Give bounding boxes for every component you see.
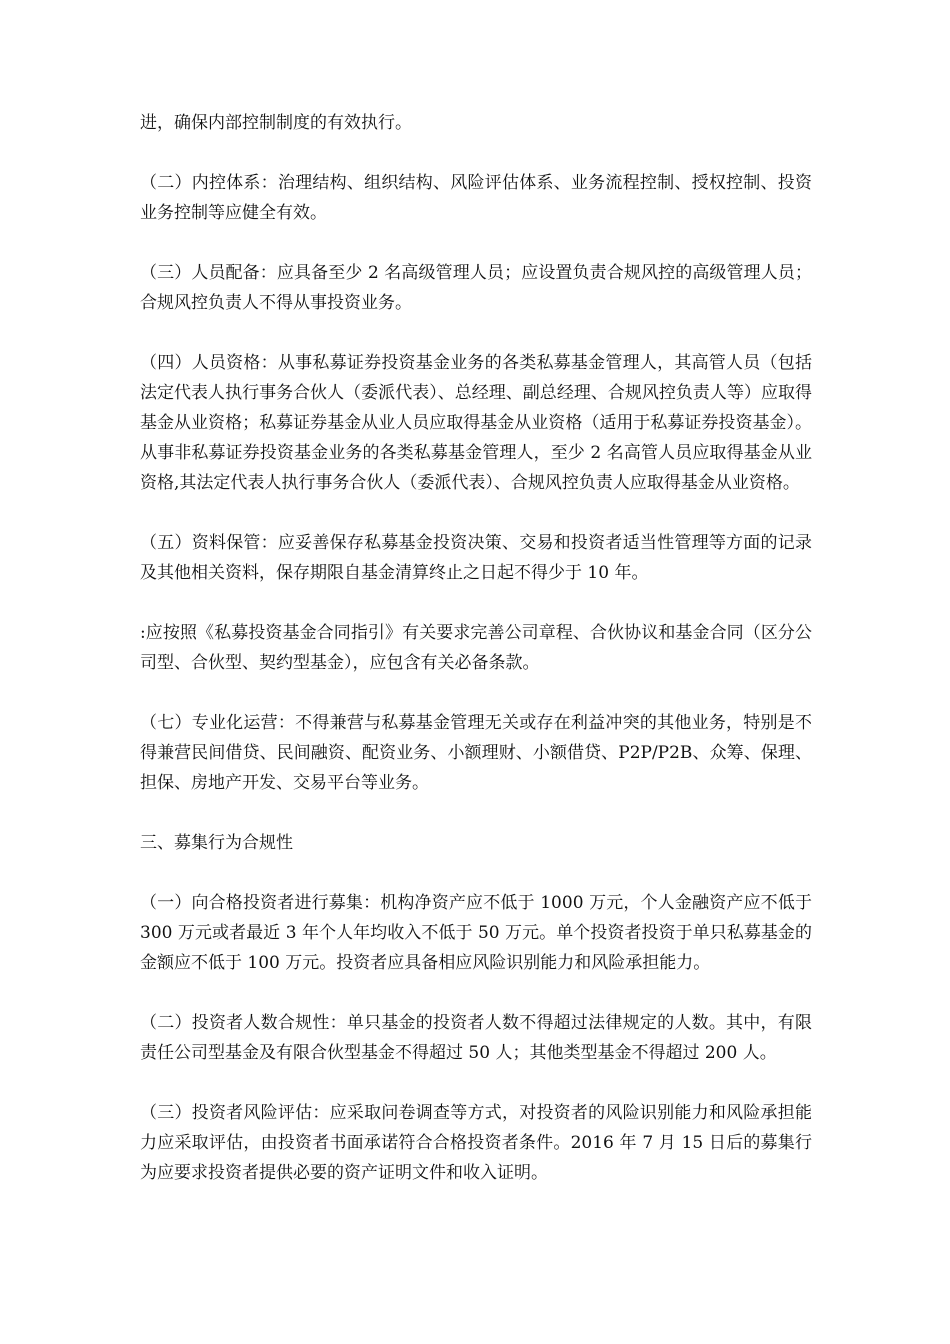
paragraph-records-keeping: （五）资料保管：应妥善保存私募基金投资决策、交易和投资者适当性管理等方面的记录及其他相关资料，保存期限自基金清算终止之日起不得少于 10 年。 (140, 533, 812, 583)
paragraph-professional-operation: （七）专业化运营：不得兼营与私募基金管理无关或存在利益冲突的其他业务，特别是不得兼营民间借贷、民间融资、配资业务、小额理财、小额借贷、P2P/P2B、众筹、保理、担保、房地产开发、交易平台等业务。 (140, 713, 812, 793)
document-body (140, 108, 812, 1218)
paragraph-internal-control-execution: 进，确保内部控制制度的有效执行。 (140, 113, 412, 133)
paragraph-qualified-investors: （一）向合格投资者进行募集：机构净资产应不低于 1000 万元，个人金融资产应不低于 300 万元或者最近 3 年个人年均收入不低于 50 万元。单个投资者投资于单只私募基金的金额应不低于 100 万元。投资者应具备相应风险识别能力和风险承担能力。 (140, 893, 812, 973)
paragraph-staff-qualification: （四）人员资格：从事私募证券投资基金业务的各类私募基金管理人，其高管人员（包括法定代表人执行事务合伙人（委派代表）、总经理、副总经理、合规风控负责人等）应取得基金从业资格；私募证券基金从业人员应取得基金从业资格（适用于私募证券投资基金）。从事非私募证券投资基金业务的各类私募基金管理人，至少 2 名高管人员应取得基金从业资格,其法定代表人执行事务合伙人（委派代表）、合规风控负责人应取得基金从业资格。 (140, 353, 812, 493)
paragraph-investor-count: （二）投资者人数合规性：单只基金的投资者人数不得超过法律规定的人数。其中，有限责任公司型基金及有限合伙型基金不得超过 50 人；其他类型基金不得超过 200 人。 (140, 1013, 812, 1063)
section-heading-fundraising-compliance: 三、募集行为合规性 (140, 833, 293, 853)
paragraph-contract-guidelines: :应按照《私募投资基金合同指引》有关要求完善公司章程、合伙协议和基金合同（区分公司型、合伙型、契约型基金），应包含有关必备条款。 (140, 623, 812, 673)
paragraph-staffing: （三）人员配备：应具备至少 2 名高级管理人员；应设置负责合规风控的高级管理人员；合规风控负责人不得从事投资业务。 (140, 263, 812, 313)
paragraph-investor-risk-assessment: （三）投资者风险评估：应采取问卷调查等方式，对投资者的风险识别能力和风险承担能力应采取评估，由投资者书面承诺符合合格投资者条件。2016 年 7 月 15 日后的募集行为应要求投资者提供必要的资产证明文件和收入证明。 (140, 1103, 812, 1183)
paragraph-internal-control-system: （二）内控体系：治理结构、组织结构、风险评估体系、业务流程控制、授权控制、投资业务控制等应健全有效。 (140, 173, 812, 223)
